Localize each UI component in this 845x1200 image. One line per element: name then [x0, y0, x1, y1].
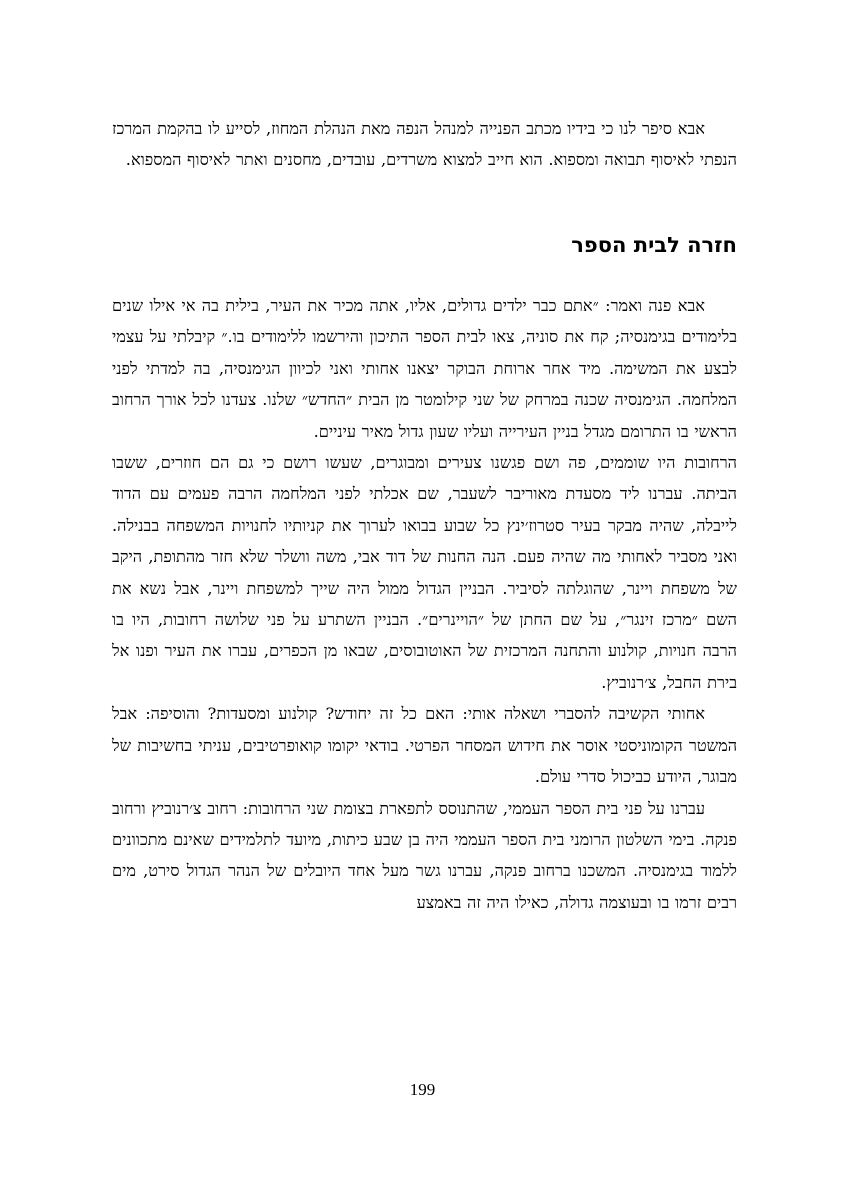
body-paragraph-4: עברנו על פני בית הספר העממי, שהתנוסס לתפארת בצומת שני הרחובות: רחוב צ׳רנוביץ ורחוב פנקה. בימי השלטון הרומני בית הספר העממי היה בן שבע כיתות, מיועד לתלמידים שאינם מתכוונים ללמוד בגימנסיה. המשכנו ברחוב פנקה, עברנו גשר מעל אחד היובלים של הנהר הגדול סירט, מים רבים זרמו בו ובעוצמה גדולה, כאילו היה זה באמצע — [112, 798, 737, 912]
body-text-block — [112, 290, 737, 918]
page-number: 199 — [409, 1080, 436, 1099]
body-paragraph-1: אבא פנה ואמר: ״אתם כבר ילדים גדולים, אליו, אתה מכיר את העיר, בילית בה אי אילו שנים בלימודים בגימנסיה; קח את סוניה, צאו לבית הספר התיכון והירשמו ללימודים בו.״ קיבלתי על עצמי לבצע את המשימה. מיד אחר ארוחת הבוקר יצאנו אחותי ואני לכיוון הגימנסיה, בה למדתי לפני המלחמה. הגימנסיה שכנה במרחק של שני קילומטר מן הבית ״החדש״ שלנו. צעדנו לכל אורך הרחוב הראשי בו התרומם מגדל בניין העירייה ועליו שעון גדול מאיר עיניים. — [112, 296, 737, 441]
section-heading: חזרה לבית הספר — [571, 233, 737, 257]
intro-text-block — [112, 113, 737, 176]
intro-paragraph: אבא סיפר לנו כי בידיו מכתב הפנייה למנהל הנפה מאת הנהלת המחוז, לסייע לו בהקמת המרכז הנפתי לאיסוף תבואה ומספוא. הוא חייב למצוא משרדים, עובדים, מחסנים ואתר לאיסוף המספוא. — [112, 119, 737, 170]
body-paragraph-3: אחותי הקשיבה להסברי ושאלה אותי: האם כל זה יחודש? קולנוע ומסעדות? והוסיפה: אבל המשטר הקומוניסטי אוסר את חידוש המסחר הפרטי. בודאי יקומו קואופרטיבים, עניתי בחשיבות של מבוגר, היודע כביכול סדרי עולם. — [112, 704, 737, 787]
body-paragraph-2: הרחובות היו שוממים, פה ושם פגשנו צעירים ומבוגרים, שעשו רושם כי גם הם חוזרים, ששבו הביתה. עברנו ליד מסעדת מאוריבר לשעבר, שם אכלתי לפני המלחמה הרבה פעמים עם הדוד לייבלה, שהיה מבקר בעיר סטרוז׳ינץ כל שבוע בבואו לערוך את קניותיו לחנויות המשפחה בבנילה. ואני מסביר לאחותי מה שהיה פעם. הנה החנות של דוד אבי, משה וושלר שלא חזר מהתופת, היקב של משפחת ויינר, שהוגלתה לסיביר. הבניין הגדול ממול היה שייך למשפחת ויינר, אבל נשא את השם ״מרכז זינגר״, על שם החתן של ״הויינרים״. הבניין השתרע על פני שלושה רחובות, היו בו הרבה חנויות, קולנוע והתחנה המרכזית של האוטובוסים, שבאו מן הכפרים, עברו את העיר ופנו אל בירת החבל, צ׳רנוביץ. — [112, 453, 737, 692]
